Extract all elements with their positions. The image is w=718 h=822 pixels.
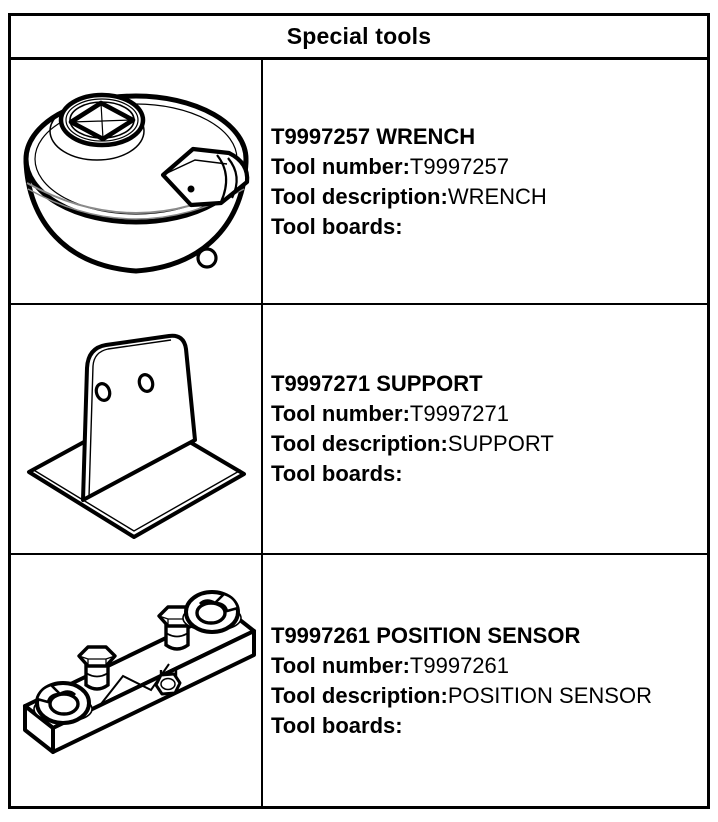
tool-image-cell (11, 305, 263, 553)
table-title: Special tools (286, 23, 432, 49)
tool-field-label: Tool boards: (271, 213, 403, 239)
tool-row-support (11, 303, 707, 553)
wrench-icon (11, 61, 261, 302)
tool-field (271, 459, 707, 489)
tool-field-value: POSITION SENSOR (447, 682, 652, 708)
tool-row-wrench (11, 60, 707, 303)
tool-field-label: Tool description: (271, 682, 448, 708)
tool-title: T9997261 POSITION SENSOR (271, 622, 581, 648)
position-sensor-icon (11, 558, 261, 804)
tool-field (271, 399, 707, 429)
tool-field-value: SUPPORT (447, 431, 554, 456)
tool-field (271, 651, 707, 681)
tool-image-cell (11, 555, 263, 806)
tool-field (271, 152, 707, 182)
tool-field (271, 212, 707, 242)
tool-title: T9997257 WRENCH (271, 123, 476, 149)
tool-field-label: Tool number: (271, 652, 410, 678)
tool-info-cell (263, 555, 707, 806)
tool-field-value: WRENCH (447, 183, 547, 209)
tool-field-label: Tool boards: (271, 712, 403, 738)
tool-field-label: Tool number: (271, 153, 410, 179)
tool-title: T9997271 SUPPORT (271, 371, 483, 396)
tool-field-value: T9997261 (409, 652, 510, 678)
tool-field-label: Tool description: (271, 431, 448, 456)
tool-row-position-sensor (11, 553, 707, 806)
support-icon (11, 306, 261, 552)
table-header-row (11, 16, 707, 60)
tool-field-label: Tool number: (271, 401, 410, 426)
tool-field-label: Tool boards: (271, 461, 403, 486)
tool-image-cell (11, 60, 263, 303)
tool-info-cell (263, 305, 707, 553)
tool-info-cell (263, 60, 707, 303)
tool-field-value: T9997257 (409, 153, 510, 179)
tool-field (271, 711, 707, 741)
tool-field (271, 681, 707, 711)
tool-field-label: Tool description: (271, 183, 448, 209)
tool-field (271, 429, 707, 459)
tool-field-value: T9997271 (409, 401, 510, 426)
tool-field (271, 182, 707, 212)
special-tools-table (8, 13, 710, 809)
